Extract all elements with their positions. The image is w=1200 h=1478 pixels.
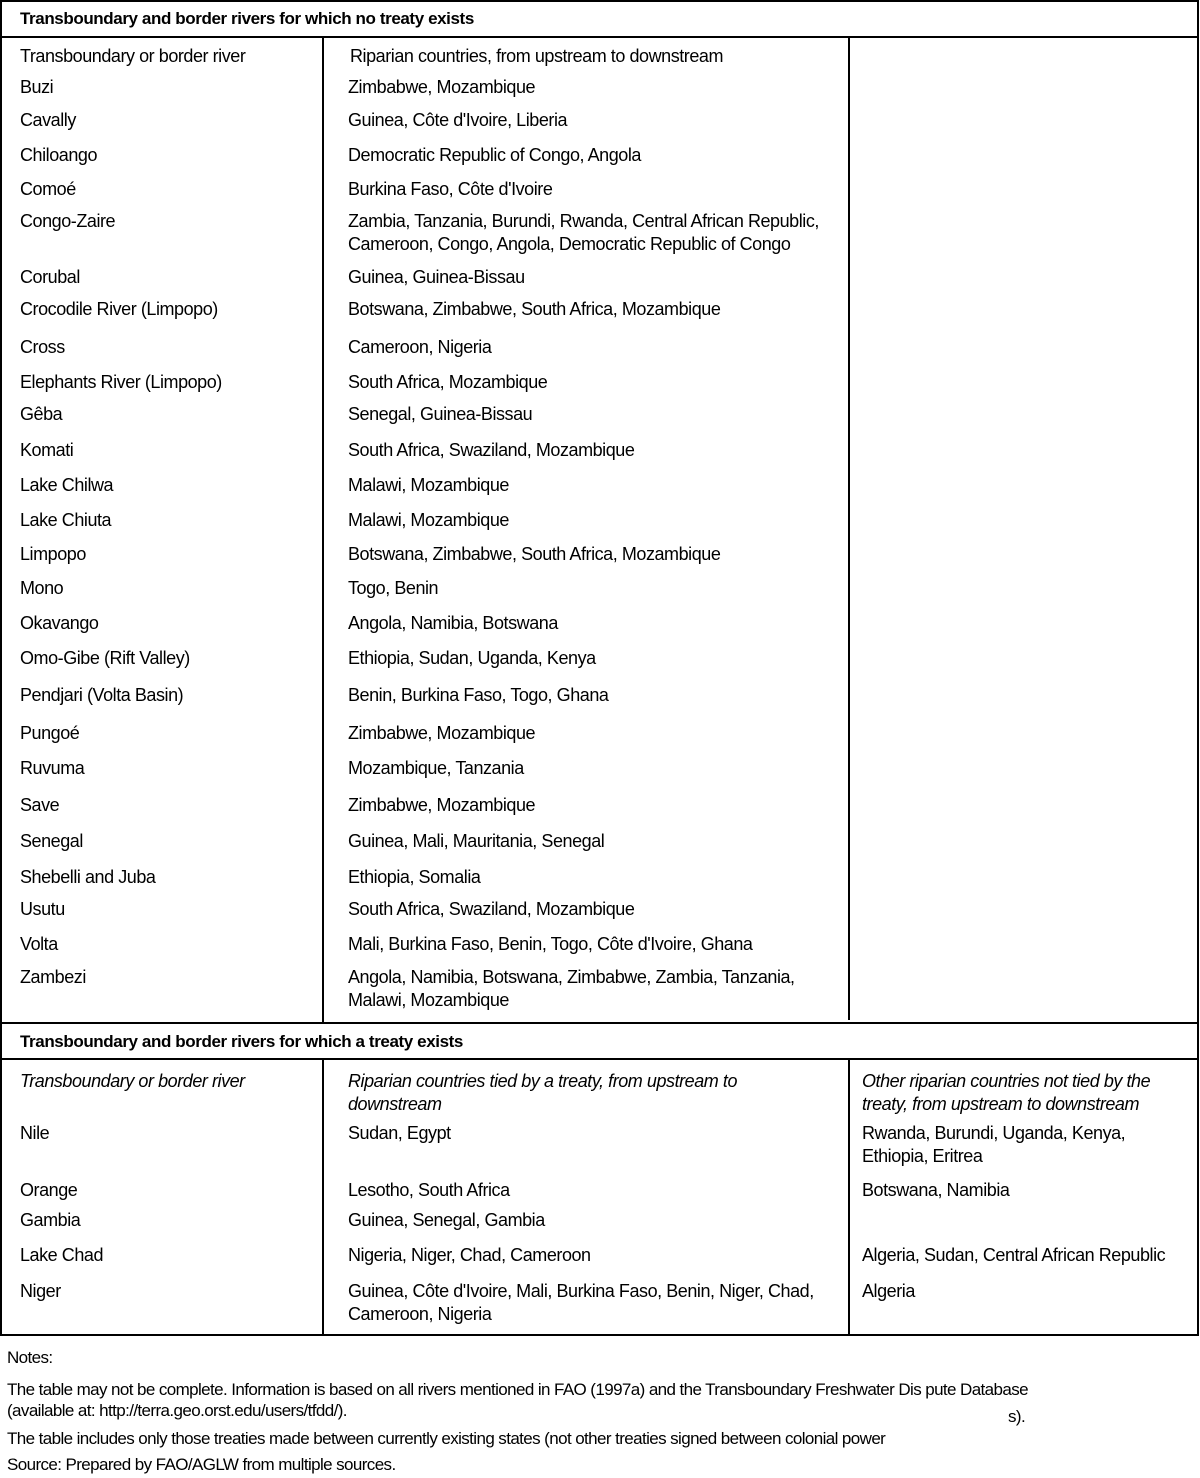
riparian-countries-cell: Mali, Burkina Faso, Benin, Togo, Côte d'Ivoire, Ghana <box>348 934 753 954</box>
river-name-cell: Niger <box>20 1281 61 1301</box>
riparian-countries-cell: Burkina Faso, Côte d'Ivoire <box>348 179 553 199</box>
river-name-cell: Congo-Zaire <box>20 211 116 231</box>
notes-label: Notes: <box>7 1348 53 1367</box>
river-name-cell: Gêba <box>20 404 63 424</box>
riparian-countries-cell: Botswana, Zimbabwe, South Africa, Mozambique <box>348 299 721 319</box>
riparian-countries-cell: Guinea, Mali, Mauritania, Senegal <box>348 831 605 851</box>
section2-top-divider <box>0 1022 1199 1024</box>
treaty-countries-cell: Guinea, Côte d'Ivoire, Mali, Burkina Faso, Benin, Niger, Chad, Cameroon, Nigeria <box>348 1281 814 1324</box>
river-name-cell: Lake Chiuta <box>20 510 112 530</box>
riparian-countries-cell: Democratic Republic of Congo, Angola <box>348 145 641 165</box>
column-header-treaty-countries: Riparian countries tied by a treaty, from upstream to downstream <box>348 1071 737 1114</box>
section1-title-divider <box>0 36 1199 38</box>
other-countries-cell: Algeria <box>862 1281 915 1301</box>
riparian-countries-cell: Ethiopia, Sudan, Uganda, Kenya <box>348 648 596 668</box>
riparian-countries-cell: Botswana, Zimbabwe, South Africa, Mozambique <box>348 544 721 564</box>
riparian-countries-cell: Cameroon, Nigeria <box>348 337 492 357</box>
river-name-cell: Cavally <box>20 110 76 130</box>
column-divider-2 <box>848 36 850 1020</box>
column-divider-1 <box>322 36 324 1022</box>
table-border-bottom <box>0 1334 1199 1336</box>
column-header-river: Transboundary or border river <box>20 1071 245 1091</box>
note-line-2-tail: s). <box>1008 1407 1026 1426</box>
table-border-left <box>0 0 2 1336</box>
river-name-cell: Zambezi <box>20 967 86 987</box>
riparian-countries-cell: Senegal, Guinea-Bissau <box>348 404 533 424</box>
section1-title: Transboundary and border rivers for which no treaty exists <box>20 9 474 28</box>
note-line-1: The table may not be complete. Information is based on all rivers mentioned in FAO (1997a) and the Transboundary Freshwater Dis pute Database <box>7 1380 1028 1399</box>
river-name-cell: Volta <box>20 934 58 954</box>
river-name-cell: Komati <box>20 440 74 460</box>
river-name-cell: Limpopo <box>20 544 86 564</box>
treaty-countries-cell: Nigeria, Niger, Chad, Cameroon <box>348 1245 591 1265</box>
table-border-top <box>0 0 1199 2</box>
river-name-cell: Lake Chilwa <box>20 475 114 495</box>
source-note: Source: Prepared by FAO/AGLW from multiple sources. <box>7 1455 396 1474</box>
river-name-cell: Cross <box>20 337 65 357</box>
riparian-countries-cell: Angola, Namibia, Botswana <box>348 613 558 633</box>
riparian-countries-cell: Guinea, Côte d'Ivoire, Liberia <box>348 110 568 130</box>
riparian-countries-cell: Zimbabwe, Mozambique <box>348 723 536 743</box>
riparian-countries-cell: Mozambique, Tanzania <box>348 758 524 778</box>
treaty-countries-cell: Guinea, Senegal, Gambia <box>348 1210 545 1230</box>
river-name-cell: Elephants River (Limpopo) <box>20 372 222 392</box>
section2-title-divider <box>0 1058 1199 1060</box>
other-countries-cell: Botswana, Namibia <box>862 1180 1010 1200</box>
river-name-cell: Shebelli and Juba <box>20 867 156 887</box>
river-name-cell: Pendjari (Volta Basin) <box>20 685 184 705</box>
river-name-cell: Lake Chad <box>20 1245 104 1265</box>
river-name-cell: Usutu <box>20 899 65 919</box>
river-name-cell: Okavango <box>20 613 99 633</box>
column-divider-1b <box>322 1058 324 1336</box>
river-name-cell: Nile <box>20 1123 50 1143</box>
riparian-countries-cell: Zimbabwe, Mozambique <box>348 77 536 97</box>
river-name-cell: Buzi <box>20 77 54 97</box>
column-header-riparian: Riparian countries, from upstream to downstream <box>350 46 724 66</box>
section2-title: Transboundary and border rivers for which a treaty exists <box>20 1032 463 1051</box>
treaty-countries-cell: Sudan, Egypt <box>348 1123 451 1143</box>
riparian-countries-cell: Benin, Burkina Faso, Togo, Ghana <box>348 685 609 705</box>
column-header-other-countries: Other riparian countries not tied by the treaty, from upstream to downstream <box>862 1071 1151 1114</box>
river-name-cell: Omo-Gibe (Rift Valley) <box>20 648 190 668</box>
riparian-countries-cell: Angola, Namibia, Botswana, Zimbabwe, Zambia, Tanzania, Malawi, Mozambique <box>348 967 795 1010</box>
riparian-countries-cell: Zambia, Tanzania, Burundi, Rwanda, Central African Republic, Cameroon, Congo, Angola, Democratic Republic of Congo <box>348 211 819 254</box>
riparian-countries-cell: South Africa, Swaziland, Mozambique <box>348 899 635 919</box>
treaty-countries-cell: Lesotho, South Africa <box>348 1180 510 1200</box>
river-name-cell: Corubal <box>20 267 80 287</box>
river-name-cell: Crocodile River (Limpopo) <box>20 299 218 319</box>
table-border-right <box>1197 0 1199 1336</box>
riparian-countries-cell: Malawi, Mozambique <box>348 475 509 495</box>
column-divider-2b <box>848 1058 850 1336</box>
riparian-countries-cell: South Africa, Swaziland, Mozambique <box>348 440 635 460</box>
column-header-river: Transboundary or border river <box>20 46 246 66</box>
riparian-countries-cell: Guinea, Guinea-Bissau <box>348 267 525 287</box>
river-name-cell: Comoé <box>20 179 76 199</box>
river-name-cell: Save <box>20 795 60 815</box>
other-countries-cell: Algeria, Sudan, Central African Republic <box>862 1245 1166 1265</box>
note-line-3: The table includes only those treaties made between currently existing states (not other treaties signed between colonial power <box>7 1429 886 1448</box>
riparian-countries-cell: Ethiopia, Somalia <box>348 867 481 887</box>
riparian-countries-cell: South Africa, Mozambique <box>348 372 548 392</box>
river-name-cell: Mono <box>20 578 64 598</box>
river-name-cell: Senegal <box>20 831 83 851</box>
river-name-cell: Pungoé <box>20 723 80 743</box>
river-name-cell: Orange <box>20 1180 78 1200</box>
riparian-countries-cell: Togo, Benin <box>348 578 439 598</box>
river-name-cell: Chiloango <box>20 145 98 165</box>
riparian-countries-cell: Malawi, Mozambique <box>348 510 509 530</box>
other-countries-cell: Rwanda, Burundi, Uganda, Kenya, Ethiopia, Eritrea <box>862 1123 1126 1166</box>
river-name-cell: Ruvuma <box>20 758 85 778</box>
riparian-countries-cell: Zimbabwe, Mozambique <box>348 795 536 815</box>
river-name-cell: Gambia <box>20 1210 81 1230</box>
note-line-2: (available at: http://terra.geo.orst.edu/users/tfdd/). <box>7 1401 347 1420</box>
